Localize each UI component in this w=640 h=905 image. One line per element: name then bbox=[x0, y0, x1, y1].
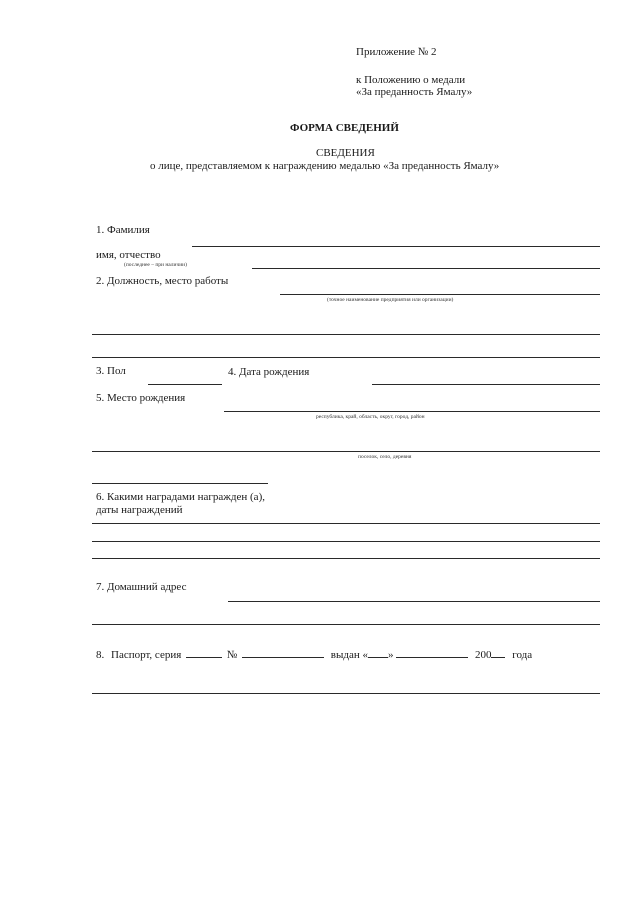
appendix-ref-line1: к Положению о медали bbox=[356, 74, 466, 86]
passport-no-label: № bbox=[226, 649, 238, 661]
position-hint: (точное наименование предприятия или организации) bbox=[327, 297, 454, 303]
passport-series-field[interactable] bbox=[186, 647, 222, 658]
position-label: 2. Должность, место работы bbox=[96, 275, 229, 287]
settlement-hint: поселок, село, деревня bbox=[358, 454, 412, 460]
birth-date-label: 4. Дата рождения bbox=[228, 366, 310, 378]
home-address-line[interactable] bbox=[228, 601, 600, 602]
awards-line-1[interactable] bbox=[92, 523, 600, 524]
position-line-3[interactable] bbox=[92, 357, 600, 358]
passport-issue-month-field[interactable] bbox=[396, 647, 468, 658]
passport-issued-label: выдан « bbox=[330, 649, 368, 661]
birth-place-line[interactable] bbox=[224, 411, 600, 412]
awards-label-line1: 6. Какими наградами награжден (а), bbox=[96, 491, 265, 503]
awards-label-line2: даты награждений bbox=[96, 504, 183, 516]
name-patronymic-line[interactable] bbox=[252, 268, 600, 269]
passport-series-label: Паспорт, серия bbox=[111, 649, 182, 661]
passport-row bbox=[96, 647, 532, 661]
name-hint: (последнее – при наличии) bbox=[124, 262, 187, 268]
name-patronymic-label: имя, отчество bbox=[96, 249, 161, 261]
appendix-number: Приложение № 2 bbox=[356, 46, 437, 58]
passport-issue-day-field[interactable] bbox=[368, 647, 388, 658]
passport-quote-close: » bbox=[387, 649, 394, 661]
passport-year-suffix: года bbox=[512, 649, 533, 661]
position-line-2[interactable] bbox=[92, 334, 600, 335]
home-address-label: 7. Домашний адрес bbox=[96, 581, 187, 593]
document-heading: СВЕДЕНИЯ bbox=[316, 147, 375, 159]
home-address-line-2[interactable] bbox=[92, 624, 600, 625]
appendix-ref-line2: «За преданность Ямалу» bbox=[356, 86, 473, 98]
region-hint: республика, край, область, округ, город, район bbox=[316, 414, 425, 420]
passport-year-field[interactable] bbox=[491, 647, 505, 658]
form-title: ФОРМА СВЕДЕНИЙ bbox=[290, 122, 399, 134]
sex-line[interactable] bbox=[148, 384, 222, 385]
awards-line-2[interactable] bbox=[92, 541, 600, 542]
birth-place-line-2[interactable] bbox=[92, 451, 600, 452]
sex-label: 3. Пол bbox=[96, 365, 126, 377]
surname-label: 1. Фамилия bbox=[96, 224, 150, 236]
awards-line-3[interactable] bbox=[92, 558, 600, 559]
passport-line-2[interactable] bbox=[92, 693, 600, 694]
passport-number-label: 8. bbox=[96, 649, 105, 661]
passport-no-field[interactable] bbox=[242, 647, 324, 658]
passport-year-prefix: 200 bbox=[474, 649, 492, 661]
birth-place-line-3[interactable] bbox=[92, 483, 268, 484]
surname-line[interactable] bbox=[192, 246, 600, 247]
birth-place-label: 5. Место рождения bbox=[96, 392, 186, 404]
birth-date-line[interactable] bbox=[372, 384, 600, 385]
document-subheading: о лице, представляемом к награждению медалью «За преданность Ямалу» bbox=[150, 160, 500, 172]
position-line[interactable] bbox=[280, 294, 600, 295]
